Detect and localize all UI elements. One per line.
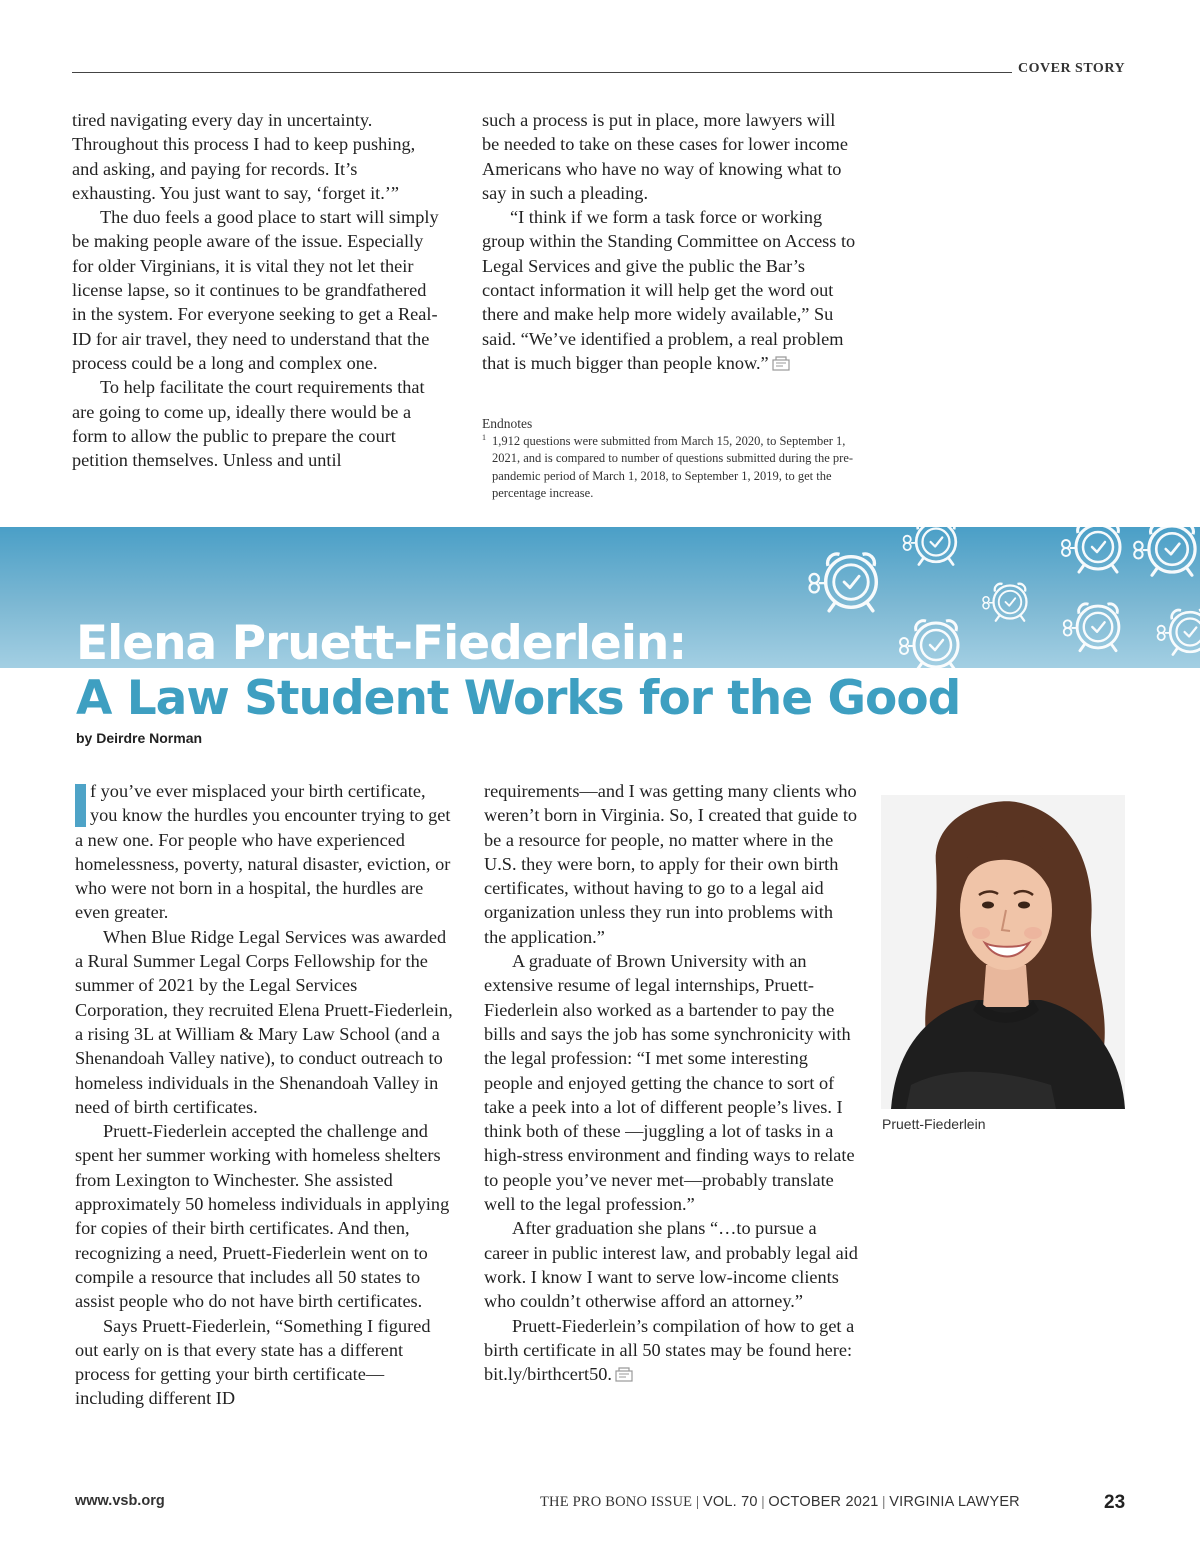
alarm-clock-icon	[1064, 604, 1119, 651]
paragraph: A graduate of Brown University with an extensive resume of legal internships, Pruett-Fiederlein also worked as a bartender to pay the bills and says the job has some synchronicity with the legal profession: “I met some interesting people and enjoyed getting the chance to sort of take a peek into a lot of different people’s lives. I think both of these —juggling a lot of tasks in a high-stress environment and finding ways to relate to people you’ve never met—probably translate well to the legal profession.”	[484, 951, 855, 1215]
paragraph: To help facilitate the court requirements that are going to come up, ideally there would be a form to allow the public to prepare the court petition themselves. Unless and until	[72, 377, 425, 471]
footer-issue-line	[540, 1494, 1020, 1511]
continued-column-right	[482, 108, 857, 375]
paragraph	[482, 205, 857, 375]
end-of-article-icon	[615, 1366, 633, 1382]
footer-separator: |	[696, 1494, 700, 1510]
endnotes-title: Endnotes	[482, 416, 533, 431]
footer-url: www.vsb.org	[75, 1493, 165, 1509]
endnote-text: 1,912 questions were submitted from March 15, 2020, to September 1, 2021, and is compared to number of questions submitted during the pre-pandemic period of March 1, 2018, to September 1, 2019, to get the percentage increase.	[492, 434, 854, 500]
article-column-right	[484, 779, 859, 1386]
alarm-clock-icon	[810, 554, 877, 611]
paragraph: Says Pruett-Fiederlein, “Something I figured out early on is that every state has a different process for getting your birth certificate—including different ID	[75, 1315, 431, 1409]
article-title-line2: A Law Student Works for the Good	[76, 671, 961, 726]
paragraph: The duo feels a good place to start will simply be making people aware of the issue. Especially for older Virginians, it is vital they not let their license lapse, so it continues to be grandfathered in the system. For everyone seeking to get a Real-ID for air travel, they need to understand that the process could be a long and complex one.	[72, 207, 439, 373]
endnote-marker: 1	[482, 433, 486, 443]
article-title-line1: Elena Pruett-Fiederlein:	[76, 616, 687, 668]
footer-date: OCTOBER 2021	[768, 1494, 879, 1510]
section-label: COVER STORY	[1018, 61, 1126, 76]
paragraph: Pruett-Fiederlein accepted the challenge and spent her summer working with homeless shelters from Lexington to Winchester. She assisted approximately 50 homeless individuals in applying for copies of their birth certificates. And then, recognizing a need, Pruett-Fiederlein went on to compile a resource that includes all 50 states to assist people who do not have birth certificates.	[75, 1121, 450, 1312]
paragraph: such a process is put in place, more lawyers will be needed to take on these cases for lower income Americans who have no way of knowing what to say in such a pleading.	[482, 110, 848, 203]
paragraph: requirements—and I was getting many clients who weren’t born in Virginia. So, I created that guide to be a resource for people, no matter where in the U.S. they were born, to apply for their own birth certificates, without having to go to a legal aid organization unless they run into problems with the application.”	[484, 781, 858, 947]
photo-caption: Pruett-Fiederlein	[882, 1116, 986, 1132]
paragraph	[75, 779, 453, 925]
byline: by Deirdre Norman	[76, 730, 203, 746]
portrait-photo	[881, 795, 1125, 1109]
alarm-clock-icon	[1062, 527, 1120, 572]
end-of-article-icon	[772, 355, 790, 371]
alarm-clock-icon	[1134, 527, 1195, 575]
drop-cap: I	[75, 784, 86, 827]
endnote-item	[482, 433, 862, 502]
article-column-left	[75, 779, 453, 1411]
paragraph: After graduation she plans “…to pursue a career in public interest law, and probably legal aid work. I know I want to serve low-income clients who couldn’t otherwise afford an attorney.”	[484, 1218, 858, 1312]
paragraph: tired navigating every day in uncertainty. Throughout this process I had to keep pushing, and asking, and paying for records. It’s exhausting. You just want to say, ‘forget it.’”	[72, 110, 416, 203]
footer-separator: |	[761, 1494, 765, 1510]
paragraph-text: Pruett-Fiederlein’s compilation of how to get a birth certificate in all 50 states may be found here: bit.ly/birthcert50.	[484, 1315, 855, 1385]
endnotes	[482, 415, 862, 502]
alarm-clock-icon	[900, 621, 958, 668]
footer-issue: THE PRO BONO ISSUE	[540, 1494, 693, 1510]
page-number: 23	[1104, 1492, 1126, 1513]
alarm-clock-icon	[983, 584, 1027, 621]
paragraph	[484, 1314, 859, 1387]
footer-magazine: VIRGINIA LAWYER	[889, 1494, 1020, 1510]
footer-volume: VOL. 70	[703, 1494, 758, 1510]
paragraph: When Blue Ridge Legal Services was awarded a Rural Summer Legal Corps Fellowship for the summer of 2021 by the Legal Services Corporation, they recruited Elena Pruett-Fiederlein, a rising 3L at William & Mary Law School (and a Shenandoah Valley native), to conduct outreach to homeless individuals in the Shenandoah Valley in need of birth certificates.	[75, 926, 453, 1117]
paragraph-text: f you’ve ever misplaced your birth certificate, you know the hurdles you encounter trying to get a new one. For people who have experienced homelessness, poverty, natural disaster, eviction, or who were not born in a hospital, the hurdles are even greater.	[75, 781, 451, 923]
alarm-clock-icon	[1158, 610, 1200, 654]
continued-column-left	[72, 108, 444, 472]
paragraph-text: “I think if we form a task force or working group within the Standing Committee on Access to Legal Services and give the public the Bar’s contact information it will help get the word out there and make help more widely available,” Su said. “We’ve identified a problem, a real problem that is much bigger than people know.”	[482, 207, 856, 373]
footer-separator: |	[882, 1494, 886, 1510]
header-rule	[72, 72, 1012, 73]
alarm-clock-icon	[904, 527, 956, 565]
